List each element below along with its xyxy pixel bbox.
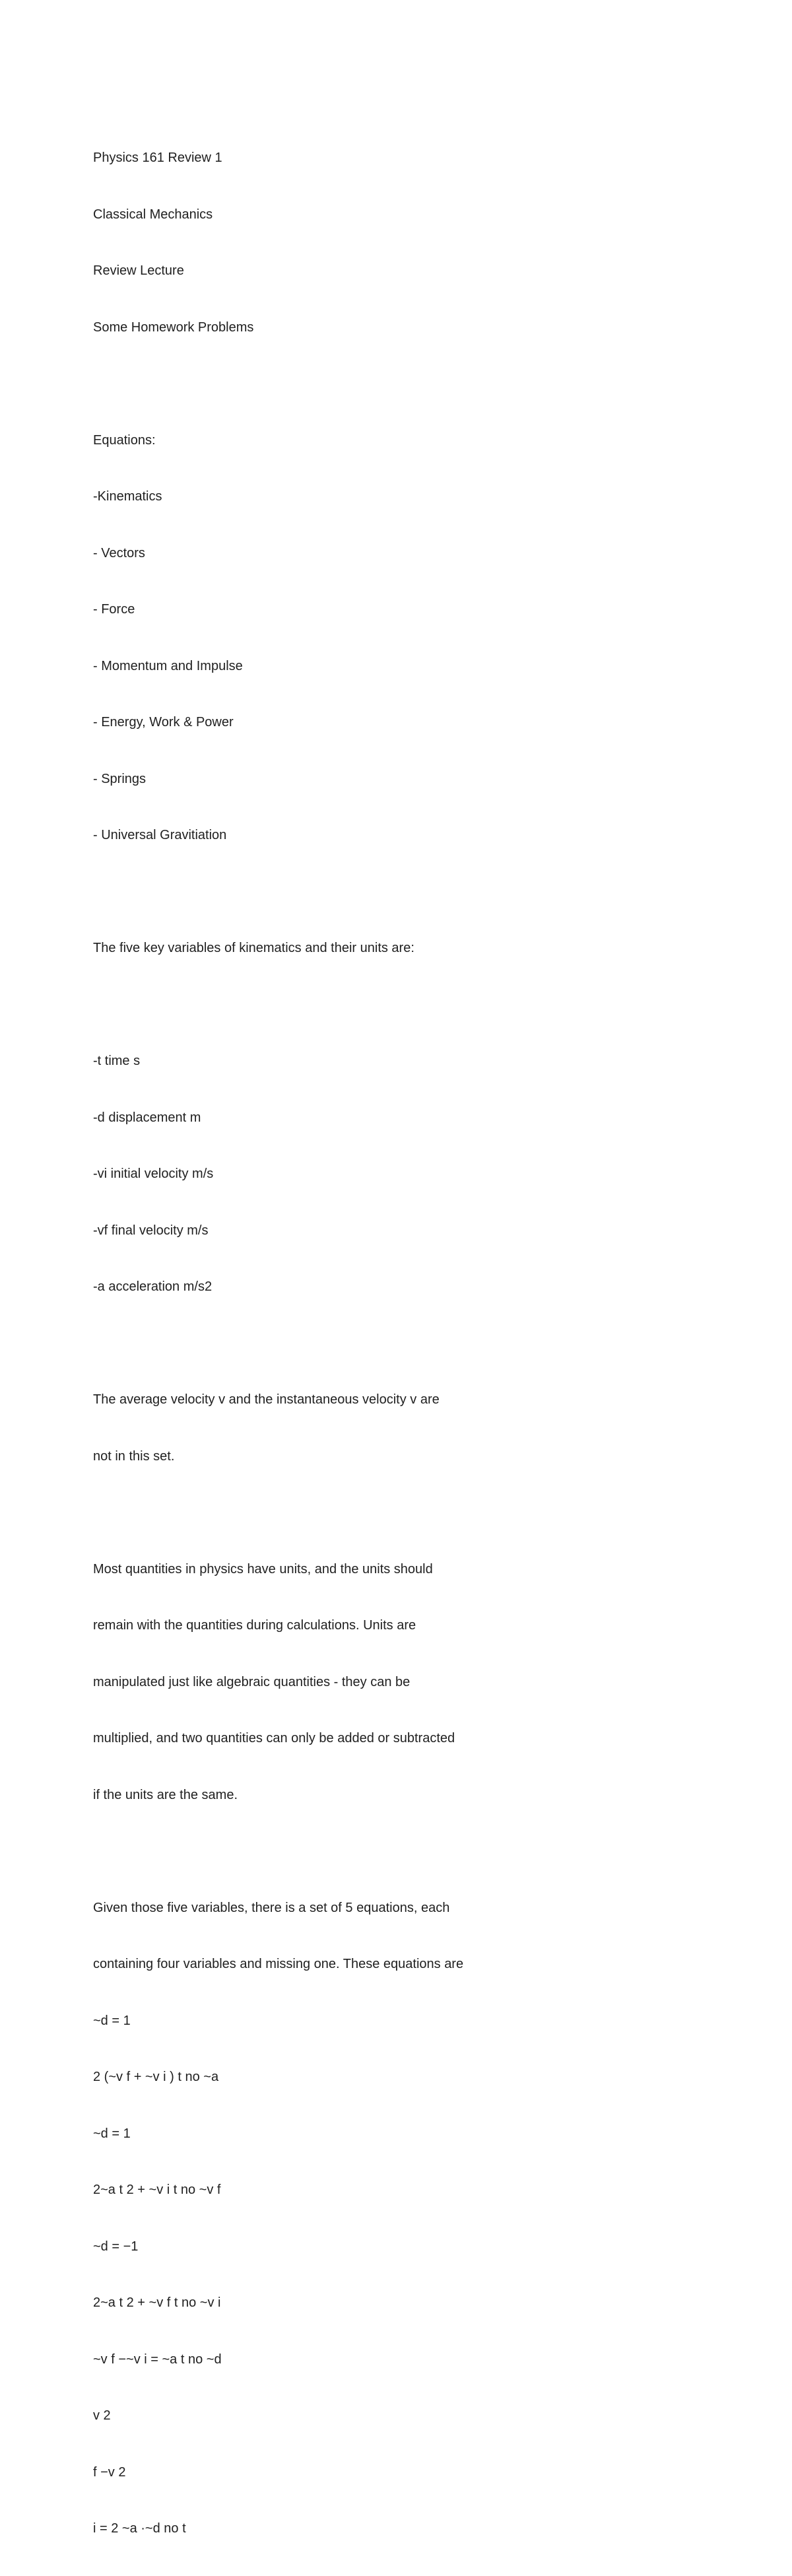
paragraph-line: The five key variables of kinematics and their units are: (93, 941, 414, 955)
paragraph-line: Most quantities in physics have units, and the units should (93, 1561, 433, 1576)
variable-list-item: -vf final velocity m/s (93, 1223, 209, 1238)
doc-title: Physics 161 Review 1 (93, 151, 222, 165)
blank-line (93, 883, 753, 902)
equation-line: 2~a t 2 + ~v i t no ~v f (93, 2183, 221, 2197)
paragraph-line: remain with the quantities during calculations. Units are (93, 1618, 416, 1633)
doc-text-line: Review Lecture (93, 263, 184, 278)
section-heading-equations: Equations: (93, 432, 156, 448)
doc-text-line: Some Homework Problems (93, 320, 254, 335)
equation-line: ~v f −~v i = ~a t no ~d (93, 2352, 222, 2367)
variable-list-item: -d displacement m (93, 1110, 201, 1125)
topic-list-item: - Springs (93, 771, 147, 786)
equation-line: i = 2 ~a ·~d no t (93, 2521, 186, 2536)
blank-line (93, 374, 753, 393)
equation-line: ~d = −1 (93, 2239, 139, 2254)
document-body (93, 111, 753, 2576)
equation-line: f −v 2 (93, 2464, 126, 2480)
doc-subtitle: Classical Mechanics (93, 207, 213, 222)
variable-list-item: -t time s (93, 1054, 141, 1068)
topic-list-item: - Universal Gravitiation (93, 828, 227, 842)
equation-line: ~d = 1 (93, 2126, 131, 2141)
variable-list-item: -vi initial velocity m/s (93, 1167, 214, 1181)
topic-list-item: -Kinematics (93, 489, 162, 504)
paragraph-line: Given those five variables, there is a set of 5 equations, each (93, 1900, 450, 1915)
paragraph-line: containing four variables and missing one. These equations are (93, 1957, 464, 1971)
variable-list-item: -a acceleration m/s2 (93, 1279, 213, 1294)
topic-list-item: - Force (93, 602, 135, 617)
equation-line: 2~a t 2 + ~v f t no ~v i (93, 2295, 221, 2310)
blank-line (93, 1503, 753, 1522)
paragraph-line: not in this set. (93, 1448, 175, 1464)
paragraph-line: multiplied, and two quantities can only be added or subtracted (93, 1731, 455, 1746)
blank-line (93, 1334, 753, 1353)
blank-line (93, 1842, 753, 1861)
paragraph-line: if the units are the same. (93, 1787, 238, 1802)
topic-list-item: - Vectors (93, 545, 145, 560)
equation-line: 2 (~v f + ~v i ) t no ~a (93, 2070, 219, 2084)
equation-line: v 2 (93, 2408, 111, 2423)
topic-list-item: - Energy, Work & Power (93, 715, 234, 729)
paragraph-line: The average velocity v and the instantaneous velocity v are (93, 1392, 440, 1407)
paragraph-line: manipulated just like algebraic quantities - they can be (93, 1674, 411, 1689)
blank-line (93, 996, 753, 1015)
equation-line: ~d = 1 (93, 2013, 131, 2028)
topic-list-item: - Momentum and Impulse (93, 658, 243, 673)
